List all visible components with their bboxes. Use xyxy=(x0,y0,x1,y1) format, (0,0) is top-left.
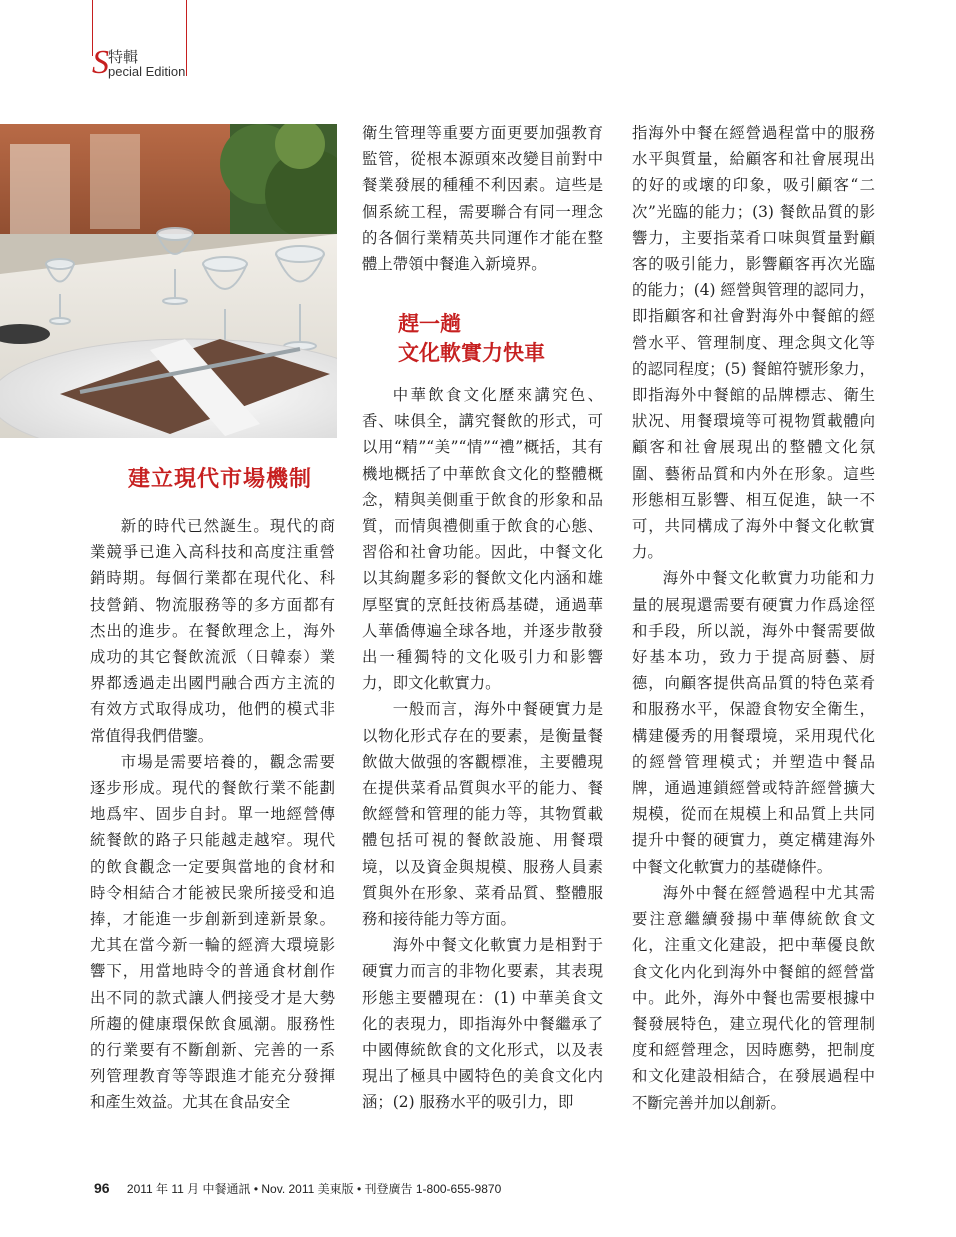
paragraph: 海外中餐在經營過程中尤其需要注意繼續發揚中華傳統飲食文化，注重文化建設，把中華優良飲食文化内化到海外中餐館的經營當中。此外，海外中餐也需要根據中餐發展特色，建立現代化的管理制度和經營理念，因時應勢，把制度和文化建設相結合，在發展過程中不斷完善并加以創新。 xyxy=(632,883,875,1112)
section-tag-chinese: 特輯 xyxy=(108,48,139,66)
paragraph: 指海外中餐在經營過程當中的服務水平與質量，給顧客和社會展現出的好的或壞的印象，吸引顧客“二次”光臨的能力；(3) 餐飲品質的影響力，主要指菜肴口味與質量對顧客的吸引能力，影響顧客再次光臨的能力；(4) 經營與管理的認同力，即指顧客和社會對海外中餐館的經營水平、管理制度、理念與文化等的認同程度；(5) 餐館符號形象力，即指海外中餐館的品牌標志、衛生狀况、用餐環境等可視物質載體向顧客和社會展現出的整體文化氛圍、藝術品質和内外在形象。這些形態相互影響、相互促進，缺一不可，共同構成了海外中餐文化軟實力。 xyxy=(632,124,875,562)
paragraph: 新的時代已然誕生。現代的商業競爭已進入高科技和高度注重營銷時期。每個行業都在現代化、科技營銷、物流服務等的多方面都有杰出的進步。在餐飲理念上，海外成功的其它餐飲流派（日韓泰）業界都透過走出國門融合西方主流的有效方式取得成功，他們的模式非常值得我們借鑒。 xyxy=(90,517,335,745)
heading-soft-power-line1: 趕一趟 xyxy=(398,312,461,336)
heading-soft-power-line2: 文化軟實力快車 xyxy=(398,341,545,365)
paragraph: 中華飲食文化歷來講究色、香、味俱全，講究餐飲的形式，可以用“精”“美”“情”“禮”概括，其有機地概括了中華飲食文化的整體概念，精與美側重于飲食的形象和品質，而情與禮側重于飲食的心態、習俗和社會功能。因此，中餐文化以其絢麗多彩的餐飲文化内涵和雄厚堅實的烹飪技術爲基礎，通過華人華僑傳遍全球各地，并逐步散發出一種獨特的文化吸引力和影響力，即文化軟實力。 xyxy=(362,386,603,693)
column-middle xyxy=(362,382,603,1116)
paragraph: 市場是需要培養的，觀念需要逐步形成。現代的餐飲行業不能劃地爲牢、固步自封。單一地經營傳統餐飲的路子只能越走越窄。現代的飲食觀念一定要與當地的食材和時令相結合才能被民衆所接受和追捧，才能進一步創新到達新景象。尤其在當今新一輪的經濟大環境影響下，用當地時令的普通食材創作出不同的款式讓人們接受才是大勢所趨的健康環保飲食風潮。服務性的行業要有不斷創新、完善的一系列管理教育等等跟進才能充分發揮和產生效益。尤其在食品安全 xyxy=(90,752,335,1112)
paragraph: 衛生管理等重要方面更要加强教育監管，從根本源頭來改變目前對中餐業發展的種種不利因素。這些是個系統工程，需要聯合有同一理念的各個行業精英共同運作才能在整體上帶領中餐進入新境界。 xyxy=(362,124,603,274)
page-number: 96 xyxy=(94,1180,110,1196)
paragraph: 海外中餐文化軟實力是相對于硬實力而言的非物化要素，其表現形態主要體現在：(1) 中華美食文化的表現力，即指海外中餐繼承了中國傳統飲食的文化形式，以及表現出了極具中國特色的美食文化内涵；(2) 服務水平的吸引力，即 xyxy=(362,936,603,1112)
restaurant-photo xyxy=(0,124,337,438)
section-tag-english: pecial Edition xyxy=(108,64,186,79)
top-rule-right xyxy=(186,0,187,76)
footer-info: 2011 年 11 月 中餐通訊 • Nov. 2011 美東版 • 刊登廣告 1-800-655-9870 xyxy=(126,1182,502,1196)
heading-modern-market: 建立現代市場機制 xyxy=(128,467,313,492)
column-right xyxy=(632,120,875,1116)
paragraph: 一般而言，海外中餐硬實力是以物化形式存在的要素，是衡量餐飲做大做强的客觀標准，主要體現在提供菜肴品質與水平的能力、餐飲經營和管理的能力等，其物質載體包括可視的餐飲設施、用餐環境，以及資金與規模、服務人員素質與外在形象、菜肴品質、整體服務和接待能力等方面。 xyxy=(362,700,603,929)
paragraph: 海外中餐文化軟實力功能和力量的展現還需要有硬實力作爲途徑和手段，所以説，海外中餐需要做好基本功，致力于提高厨藝、厨德，向顧客提供高品質的特色菜肴和服務水平，保證食物安全衛生，構建優秀的用餐環境，采用現代化的經營管理模式；并塑造中餐品牌，通過連鎖經營或特許經營擴大規模，從而在規模上和品質上共同提升中餐的硬實力，奠定構建海外中餐文化軟實力的基礎條件。 xyxy=(632,569,875,876)
section-tag-initial: S xyxy=(92,44,109,81)
page-footer xyxy=(94,1180,501,1197)
column-left xyxy=(90,513,335,1116)
column-middle-top xyxy=(362,120,603,277)
heading-soft-power xyxy=(398,310,545,368)
